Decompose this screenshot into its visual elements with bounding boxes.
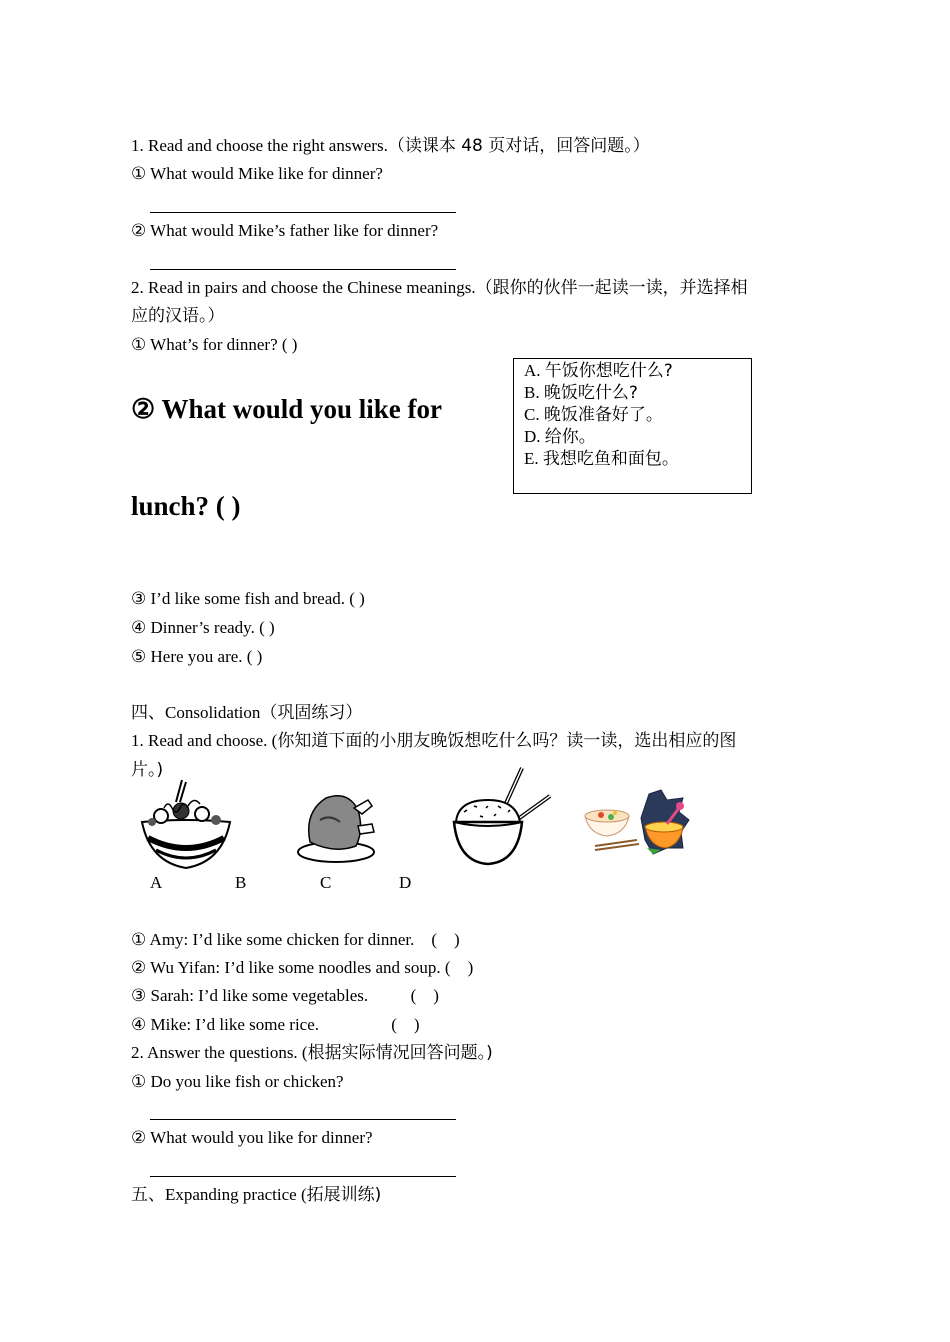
q1-heading: 1. Read and choose the right answers.（读课本 48 页对话，回答问题。） — [131, 136, 650, 156]
roast-chicken-picture — [296, 790, 380, 866]
option-e: E. 我想吃鱼和面包。 — [524, 449, 679, 469]
s4-q2-heading: 2. Answer the questions. (根据实际情况回答问题。) — [131, 1043, 493, 1063]
noodles-bowl-picture — [136, 778, 236, 874]
soup-picture — [583, 788, 691, 858]
q2-item-4: ④ Dinner’s ready. ( ) — [131, 618, 275, 637]
q2-heading-cont: 应的汉语。） — [131, 306, 225, 326]
s4-q1-item-1: ① Amy: I’d like some chicken for dinner. ( ) — [131, 930, 460, 949]
answer-line[interactable] — [150, 269, 456, 270]
picture-label-a: A — [150, 873, 163, 892]
s4-q2-item-1: ① Do you like fish or chicken? — [131, 1072, 344, 1091]
option-a: A. 午饭你想吃什么? — [524, 361, 673, 381]
rice-bowl-picture — [450, 766, 555, 870]
picture-label-b: B — [235, 873, 247, 892]
option-b: B. 晚饭吃什么? — [524, 383, 638, 403]
s4-q1-item-3: ③ Sarah: I’d like some vegetables. ( ) — [131, 986, 439, 1005]
picture-label-d: D — [399, 873, 412, 892]
option-d: D. 给你。 — [524, 427, 596, 447]
answer-line[interactable] — [150, 212, 456, 213]
s4-q1-heading-cont: 片。) — [131, 760, 164, 780]
option-c: C. 晚饭准备好了。 — [524, 405, 663, 425]
q2-item-3: ③ I’d like some fish and bread. ( ) — [131, 589, 365, 608]
options-box — [513, 358, 752, 494]
s4-q1-item-2: ② Wu Yifan: I’d like some noodles and soup. ( ) — [131, 958, 474, 977]
q1-item-1: ① What would Mike like for dinner? — [131, 164, 383, 183]
answer-line[interactable] — [150, 1119, 456, 1120]
section-4-title: 四、Consolidation（巩固练习） — [131, 703, 363, 723]
q2-item-5: ⑤ Here you are. ( ) — [131, 647, 263, 666]
q2-item-2: ② What would you like for — [131, 394, 443, 424]
section-5-title: 五、Expanding practice (拓展训练) — [131, 1185, 382, 1205]
answer-line[interactable] — [150, 1176, 456, 1177]
s4-q1-heading: 1. Read and choose. (你知道下面的小朋友晚饭想吃什么吗？读一读，选出相应的图 — [131, 731, 737, 751]
q2-heading: 2. Read in pairs and choose the Chinese meanings.（跟你的伙伴一起读一读，并选择相 — [131, 278, 748, 298]
q1-item-2: ② What would Mike’s father like for dinner? — [131, 221, 439, 240]
picture-label-c: C — [320, 873, 332, 892]
s4-q1-item-4: ④ Mike: I’d like some rice. ( ) — [131, 1015, 420, 1034]
q2-item-2-cont: lunch? ( ) — [131, 491, 241, 521]
s4-q2-item-2: ② What would you like for dinner? — [131, 1128, 373, 1147]
q2-item-1: ① What’s for dinner? ( ) — [131, 335, 298, 354]
